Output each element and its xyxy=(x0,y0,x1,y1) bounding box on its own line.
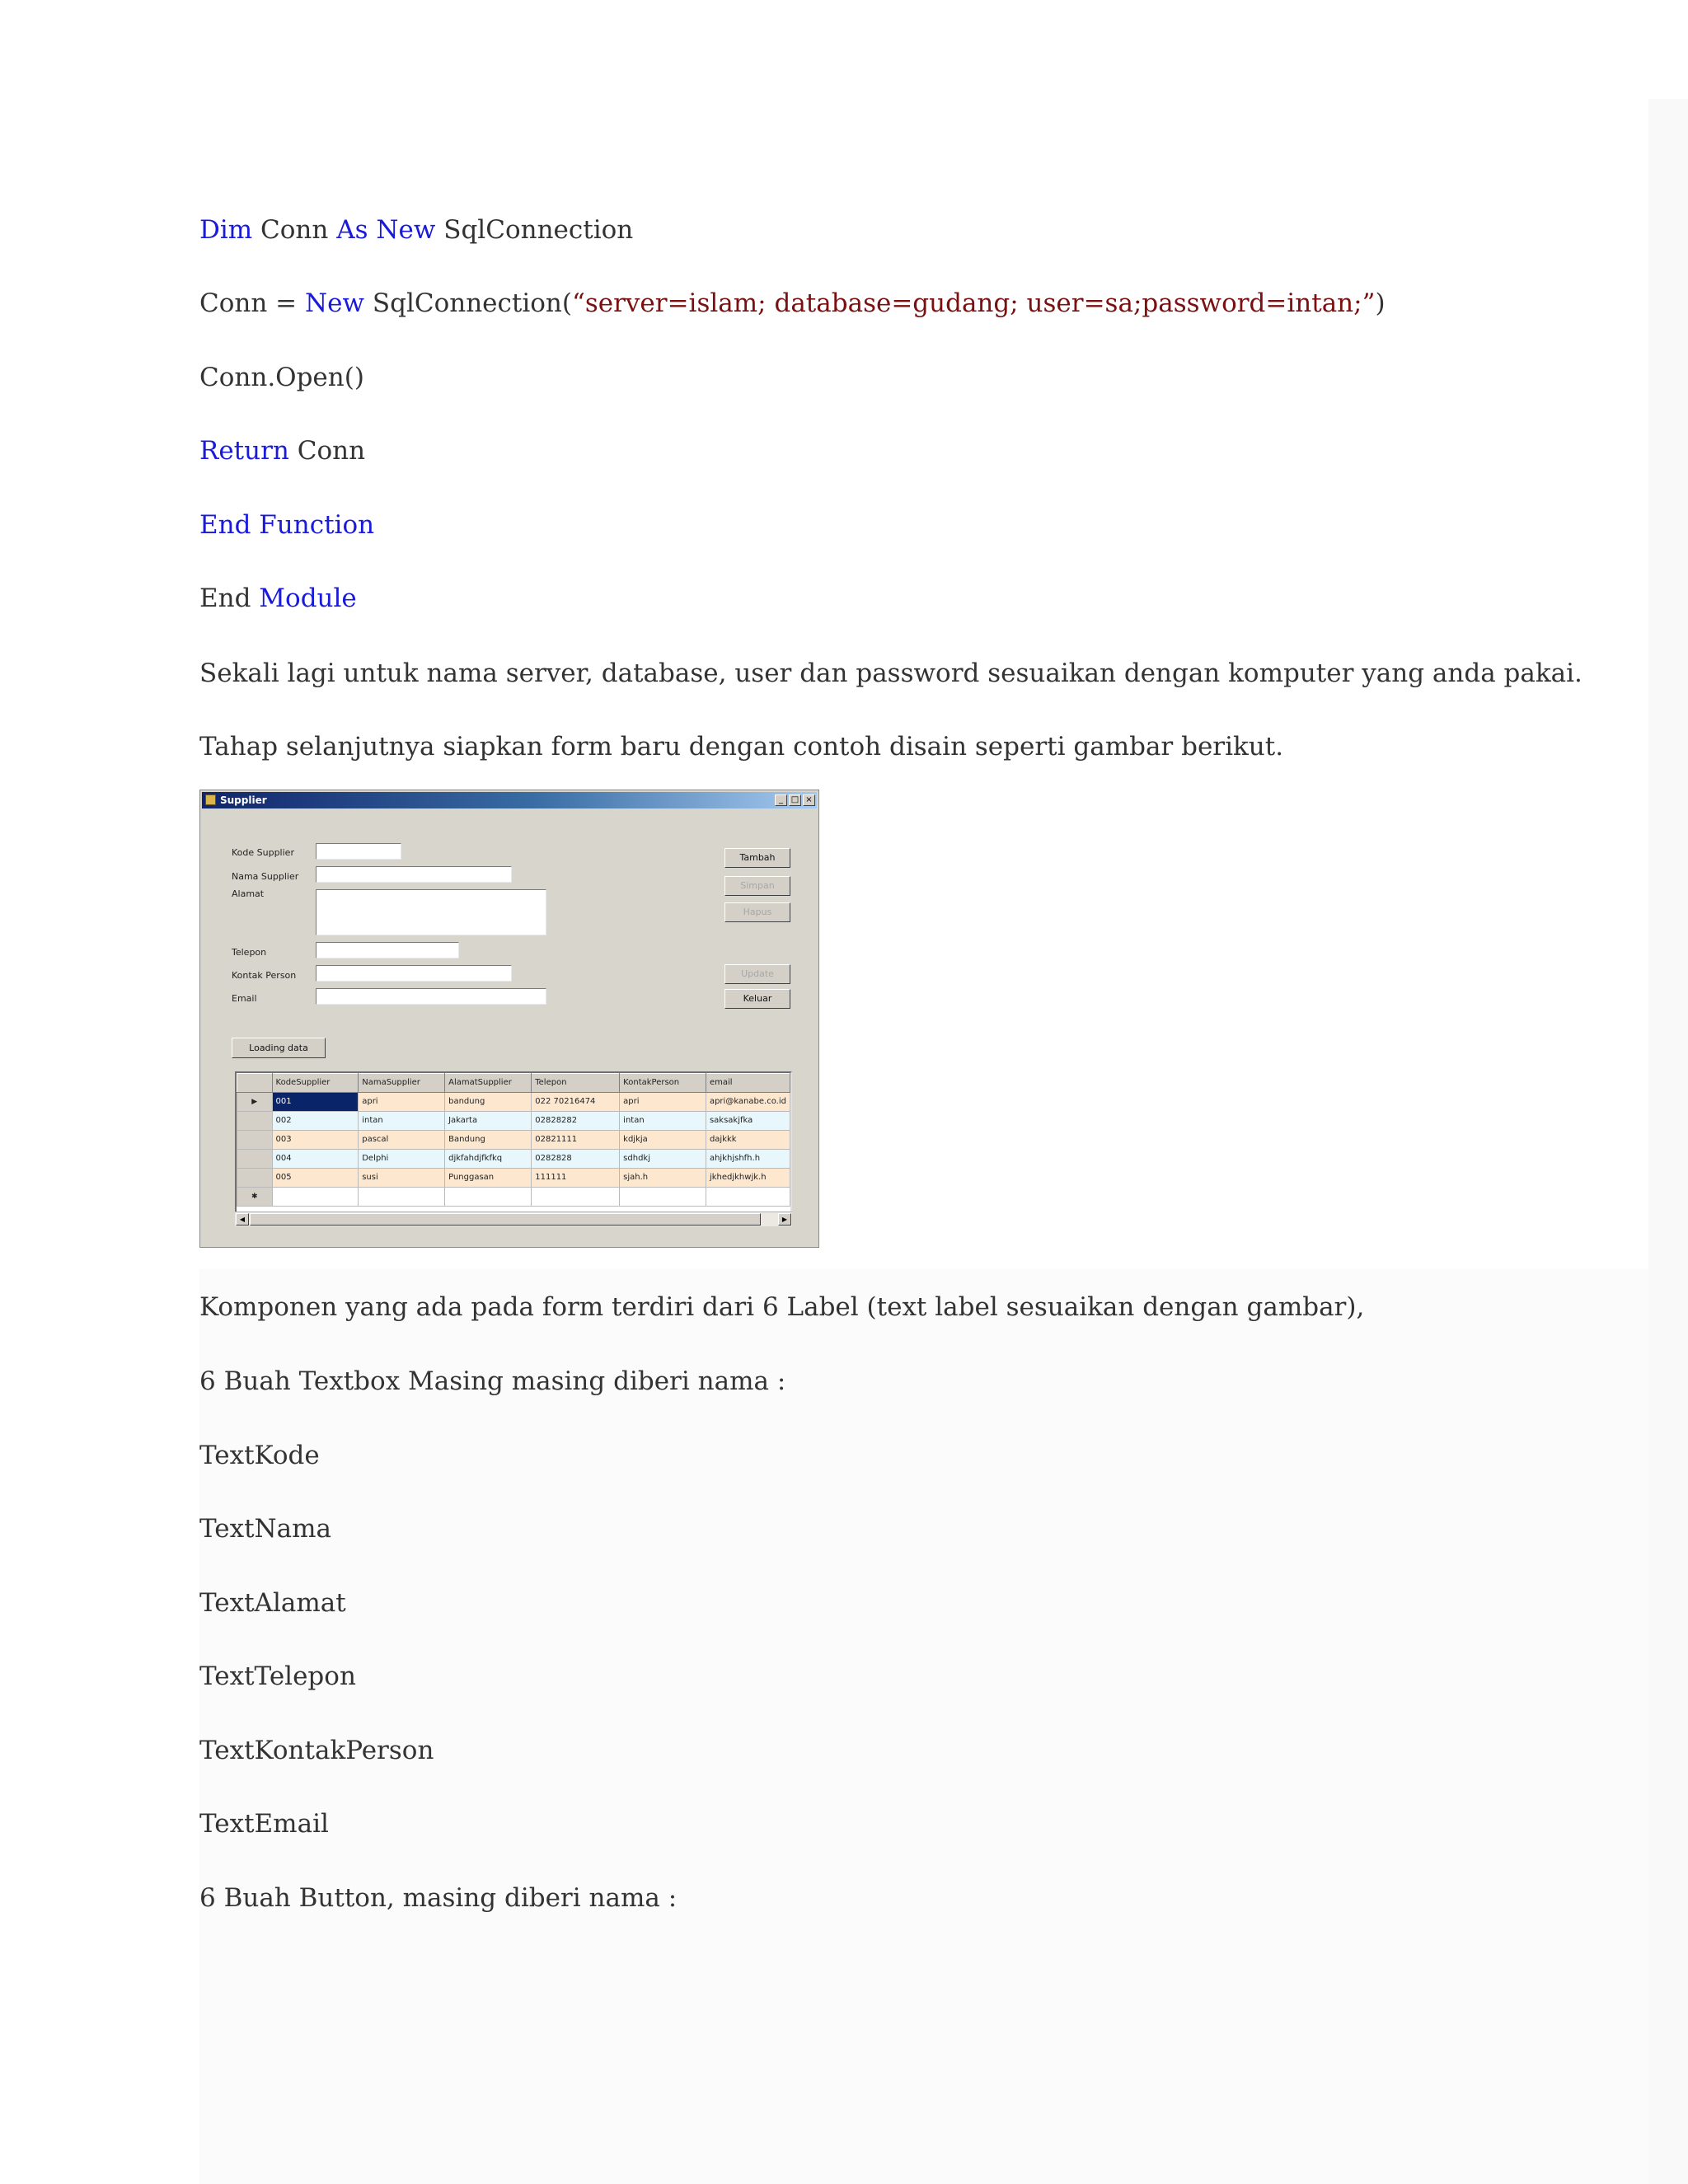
app-icon xyxy=(205,794,216,805)
textbox-name: TextNama xyxy=(199,1514,332,1544)
minimize-icon[interactable]: _ xyxy=(775,794,787,806)
table-row[interactable] xyxy=(237,1112,790,1131)
horizontal-scrollbar[interactable] xyxy=(235,1212,792,1226)
table-row[interactable] xyxy=(237,1169,790,1188)
grid-cell[interactable]: kdjkja xyxy=(620,1131,706,1150)
paragraph: 6 Buah Button, masing diberi nama : xyxy=(199,1883,678,1913)
row-header xyxy=(237,1150,273,1169)
grid-cell[interactable]: 003 xyxy=(272,1131,359,1150)
code-line-dim xyxy=(199,213,633,246)
new-row-icon: ✱ xyxy=(237,1188,273,1207)
grid-cell[interactable] xyxy=(272,1188,359,1207)
textbox-name: TextTelepon xyxy=(199,1661,356,1691)
grid-cell[interactable]: jkhedjkhwjk.h xyxy=(706,1169,790,1188)
keluar-button[interactable]: Keluar xyxy=(724,989,790,1009)
hapus-button[interactable]: Hapus xyxy=(724,902,790,922)
grid-cell[interactable]: intan xyxy=(359,1112,445,1131)
keyword: New xyxy=(305,288,365,318)
label-nama-supplier: Nama Supplier xyxy=(232,871,299,882)
grid-cell[interactable]: apri xyxy=(620,1093,706,1112)
grid-cell[interactable]: 111111 xyxy=(532,1169,620,1188)
code-line-open: Conn.Open() xyxy=(199,363,364,392)
code-text xyxy=(368,215,377,245)
row-header xyxy=(237,1131,273,1150)
scroll-thumb[interactable] xyxy=(250,1213,761,1226)
table-row[interactable] xyxy=(237,1131,790,1150)
label-alamat: Alamat xyxy=(232,888,265,899)
grid-cell[interactable] xyxy=(620,1188,706,1207)
grid-cell[interactable]: Punggasan xyxy=(445,1169,532,1188)
keyword: Module xyxy=(259,583,357,613)
column-header[interactable]: Telepon xyxy=(532,1074,620,1093)
grid-cell[interactable]: 022 70216474 xyxy=(532,1093,620,1112)
paragraph: Tahap selanjutnya siapkan form baru dengan contoh disain seperti gambar berikut. xyxy=(199,732,1284,762)
code-line-end-function xyxy=(199,509,374,541)
text-nama-field[interactable] xyxy=(316,866,512,883)
table-row[interactable] xyxy=(237,1150,790,1169)
textbox-name: TextKontakPerson xyxy=(199,1736,434,1765)
grid-cell[interactable]: bandung xyxy=(445,1093,532,1112)
textbox-name: TextKode xyxy=(199,1441,320,1470)
loading-data-button[interactable]: Loading data xyxy=(232,1038,326,1058)
grid-cell[interactable]: pascal xyxy=(359,1131,445,1150)
grid-cell[interactable]: Bandung xyxy=(445,1131,532,1150)
supplier-grid[interactable] xyxy=(235,1071,792,1226)
code-text: SqlConnection( xyxy=(364,288,572,318)
form-title-bar xyxy=(202,792,817,808)
form-screenshot xyxy=(199,790,819,1248)
update-button[interactable]: Update xyxy=(724,964,790,984)
grid-cell[interactable]: 02828282 xyxy=(532,1112,620,1131)
code-line-end-module xyxy=(199,582,357,615)
column-header[interactable]: email xyxy=(706,1074,790,1093)
row-header xyxy=(237,1169,273,1188)
text-alamat-field[interactable] xyxy=(316,889,546,935)
tambah-button[interactable]: Tambah xyxy=(724,848,790,868)
grid-cell[interactable]: 02821111 xyxy=(532,1131,620,1150)
label-email: Email xyxy=(232,993,257,1004)
new-row[interactable] xyxy=(237,1188,790,1207)
grid-cell[interactable]: sjah.h xyxy=(620,1169,706,1188)
grid-cell[interactable]: 002 xyxy=(272,1112,359,1131)
page-shade xyxy=(199,1269,1688,2184)
connection-string: “server=islam; database=gudang; user=sa;password=intan;” xyxy=(571,288,1376,318)
code-text: Conn xyxy=(252,215,337,245)
column-header[interactable]: KodeSupplier xyxy=(272,1074,359,1093)
textbox-name: TextAlamat xyxy=(199,1588,346,1618)
simpan-button[interactable]: Simpan xyxy=(724,876,790,896)
paragraph: Sekali lagi untuk nama server, database, user dan password sesuaikan dengan komputer yang anda pakai. xyxy=(199,658,1582,688)
code-text: ) xyxy=(1375,288,1386,318)
scroll-right-icon[interactable]: ▶ xyxy=(778,1213,791,1226)
table-row[interactable] xyxy=(237,1093,790,1112)
code-text: Conn = xyxy=(199,288,305,318)
column-header[interactable]: KontakPerson xyxy=(620,1074,706,1093)
grid-cell[interactable]: saksakjfka xyxy=(706,1112,790,1131)
grid-cell[interactable] xyxy=(532,1188,620,1207)
label-kode-supplier: Kode Supplier xyxy=(232,847,294,858)
grid-cell[interactable]: djkfahdjfkfkq xyxy=(445,1150,532,1169)
keyword: Return xyxy=(199,436,289,466)
code-line-connection xyxy=(199,287,1386,320)
grid-cell[interactable]: Jakarta xyxy=(445,1112,532,1131)
text-email-field[interactable] xyxy=(316,988,546,1005)
paragraph: 6 Buah Textbox Masing masing diberi nama : xyxy=(199,1366,786,1396)
grid-cell[interactable]: dajkkk xyxy=(706,1131,790,1150)
current-row-icon: ▶ xyxy=(237,1093,273,1112)
code-text: End xyxy=(199,583,260,613)
code-text: Conn xyxy=(288,436,366,466)
textbox-name: TextEmail xyxy=(199,1809,329,1839)
grid-cell[interactable]: 004 xyxy=(272,1150,359,1169)
grid-header-row xyxy=(237,1074,790,1093)
keyword: As xyxy=(336,215,368,245)
row-header xyxy=(237,1112,273,1131)
close-icon[interactable]: × xyxy=(803,794,815,806)
grid-cell[interactable] xyxy=(706,1188,790,1207)
grid-cell[interactable]: sdhdkj xyxy=(620,1150,706,1169)
text-kontak-person-field[interactable] xyxy=(316,965,512,982)
grid-cell[interactable]: 005 xyxy=(272,1169,359,1188)
grid-cell[interactable]: 001 xyxy=(272,1093,359,1112)
row-header-corner xyxy=(237,1074,273,1093)
text-telepon-field[interactable] xyxy=(316,942,459,958)
scroll-left-icon[interactable]: ◀ xyxy=(236,1213,249,1226)
column-header[interactable]: NamaSupplier xyxy=(359,1074,445,1093)
grid-cell[interactable] xyxy=(445,1188,532,1207)
keyword: End Function xyxy=(199,510,375,540)
keyword: New xyxy=(376,215,436,245)
code-line-return xyxy=(199,434,365,467)
grid-cell[interactable]: Delphi xyxy=(359,1150,445,1169)
grid-cell[interactable]: ahjkhjshfh.h xyxy=(706,1150,790,1169)
grid-cell[interactable] xyxy=(359,1188,445,1207)
paragraph: Komponen yang ada pada form terdiri dari 6 Label (text label sesuaikan dengan gambar), xyxy=(199,1292,1365,1322)
grid-cell[interactable]: intan xyxy=(620,1112,706,1131)
grid-cell[interactable]: susi xyxy=(359,1169,445,1188)
form-title: Supplier xyxy=(220,794,267,806)
grid-cell[interactable]: apri@kanabe.co.id xyxy=(706,1093,790,1112)
text-kode-field[interactable] xyxy=(316,843,401,860)
column-header[interactable]: AlamatSupplier xyxy=(445,1074,532,1093)
keyword: Dim xyxy=(199,215,253,245)
label-telepon: Telepon xyxy=(232,947,267,958)
grid-table xyxy=(237,1073,790,1207)
label-kontak-person: Kontak Person xyxy=(232,970,297,981)
code-text: SqlConnection xyxy=(435,215,634,245)
grid-cell[interactable]: apri xyxy=(359,1093,445,1112)
maximize-icon[interactable]: □ xyxy=(789,794,801,806)
page-edge xyxy=(1648,99,1688,2184)
grid-cell[interactable]: 0282828 xyxy=(532,1150,620,1169)
